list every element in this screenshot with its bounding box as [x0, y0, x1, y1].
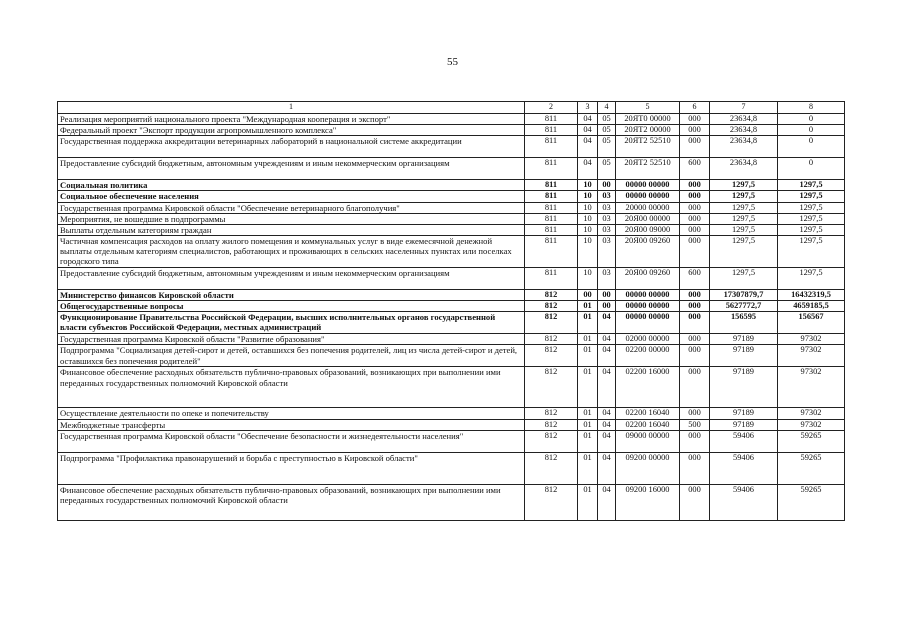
amount-year-1: 97189	[710, 334, 778, 345]
item-name: Государственная программа Кировской области "Развитие образования"	[58, 334, 525, 345]
amount-year-2: 97302	[778, 334, 845, 345]
code-subsection: 03	[598, 235, 616, 267]
amount-year-1: 1297,5	[710, 180, 778, 191]
header-row	[58, 102, 845, 114]
header-cell: 8	[778, 102, 845, 114]
code-ministry: 811	[525, 224, 578, 235]
page-number: 55	[447, 56, 458, 68]
amount-year-1: 97189	[710, 367, 778, 408]
code-expense-type: 000	[680, 452, 710, 484]
code-section: 10	[578, 202, 598, 213]
code-target-article: 20ЯТ2 52510	[616, 136, 680, 158]
amount-year-1: 59406	[710, 430, 778, 452]
code-subsection: 03	[598, 202, 616, 213]
code-target-article: 00000 00000	[616, 289, 680, 300]
table-row	[58, 202, 845, 213]
amount-year-2: 1297,5	[778, 267, 845, 289]
item-name: Функционирование Правительства Российской Федерации, высших исполнительных органов государственной власти субъектов Российской Федерации, местных администраций	[58, 312, 525, 334]
table-row	[58, 213, 845, 224]
code-section: 01	[578, 419, 598, 430]
code-target-article: 20Я00 09260	[616, 235, 680, 267]
table-row	[58, 125, 845, 136]
amount-year-2: 1297,5	[778, 213, 845, 224]
code-ministry: 811	[525, 114, 578, 125]
code-section: 01	[578, 345, 598, 367]
amount-year-1: 23634,8	[710, 114, 778, 125]
code-target-article: 09000 00000	[616, 430, 680, 452]
code-subsection: 04	[598, 334, 616, 345]
code-subsection: 03	[598, 191, 616, 202]
code-target-article: 00000 00000	[616, 180, 680, 191]
amount-year-2: 97302	[778, 345, 845, 367]
code-subsection: 04	[598, 312, 616, 334]
code-subsection: 04	[598, 419, 616, 430]
code-target-article: 02200 16040	[616, 419, 680, 430]
amount-year-2: 0	[778, 125, 845, 136]
code-expense-type: 000	[680, 213, 710, 224]
amount-year-2: 0	[778, 158, 845, 180]
code-target-article: 20ЯТ0 00000	[616, 114, 680, 125]
amount-year-1: 1297,5	[710, 202, 778, 213]
amount-year-2: 0	[778, 136, 845, 158]
amount-year-2: 59265	[778, 452, 845, 484]
amount-year-2: 97302	[778, 367, 845, 408]
budget-table	[57, 101, 845, 521]
table-row	[58, 114, 845, 125]
code-section: 00	[578, 289, 598, 300]
code-section: 01	[578, 334, 598, 345]
code-expense-type: 000	[680, 345, 710, 367]
header-cell: 1	[58, 102, 525, 114]
code-target-article: 09200 00000	[616, 452, 680, 484]
code-expense-type: 000	[680, 180, 710, 191]
code-subsection: 05	[598, 114, 616, 125]
code-subsection: 04	[598, 408, 616, 419]
code-ministry: 811	[525, 213, 578, 224]
amount-year-1: 17307879,7	[710, 289, 778, 300]
amount-year-1: 156595	[710, 312, 778, 334]
table-row	[58, 484, 845, 520]
code-subsection: 04	[598, 452, 616, 484]
code-subsection: 04	[598, 367, 616, 408]
item-name: Реализация мероприятий национального проекта "Международная кооперация и экспорт"	[58, 114, 525, 125]
amount-year-2: 1297,5	[778, 224, 845, 235]
code-section: 10	[578, 191, 598, 202]
code-section: 01	[578, 408, 598, 419]
item-name: Государственная программа Кировской области "Обеспечение безопасности и жизнедеятельности населения"	[58, 430, 525, 452]
table-row	[58, 267, 845, 289]
code-ministry: 812	[525, 484, 578, 520]
table-row	[58, 180, 845, 191]
amount-year-2: 156567	[778, 312, 845, 334]
code-expense-type: 000	[680, 408, 710, 419]
amount-year-2: 1297,5	[778, 202, 845, 213]
code-ministry: 811	[525, 158, 578, 180]
code-subsection: 05	[598, 125, 616, 136]
table-row	[58, 158, 845, 180]
code-subsection: 04	[598, 430, 616, 452]
code-ministry: 812	[525, 312, 578, 334]
item-name: Финансовое обеспечение расходных обязательств публично-правовых образований, возникающих при выполнении ими переданных государственных полномочий Кировской области	[58, 484, 525, 520]
code-ministry: 812	[525, 452, 578, 484]
code-subsection: 05	[598, 158, 616, 180]
code-subsection: 03	[598, 213, 616, 224]
code-target-article: 00000 00000	[616, 312, 680, 334]
amount-year-2: 4659185,5	[778, 301, 845, 312]
code-section: 01	[578, 367, 598, 408]
amount-year-1: 23634,8	[710, 125, 778, 136]
amount-year-2: 1297,5	[778, 191, 845, 202]
code-expense-type: 000	[680, 224, 710, 235]
code-ministry: 811	[525, 125, 578, 136]
code-section: 10	[578, 224, 598, 235]
code-section: 01	[578, 452, 598, 484]
item-name: Предоставление субсидий бюджетным, автономным учреждениям и иным некоммерческим организациям	[58, 267, 525, 289]
amount-year-1: 23634,8	[710, 136, 778, 158]
table-row	[58, 452, 845, 484]
amount-year-1: 97189	[710, 419, 778, 430]
code-subsection: 00	[598, 289, 616, 300]
code-section: 10	[578, 267, 598, 289]
item-name: Частичная компенсация расходов на оплату жилого помещения и коммунальных услуг в виде ежемесячной денежной выплаты отдельным категориям специалистов, работающих и проживающих в сельских населенных пунктах или поселках городского типа	[58, 235, 525, 267]
amount-year-2: 16432319,5	[778, 289, 845, 300]
item-name: Подпрограмма "Социализация детей-сирот и детей, оставшихся без попечения родителей, лиц из числа детей-сирот и детей, оставшихся без попечения родителей"	[58, 345, 525, 367]
table-row	[58, 301, 845, 312]
code-ministry: 812	[525, 345, 578, 367]
item-name: Министерство финансов Кировской области	[58, 289, 525, 300]
code-target-article: 20Я00 09000	[616, 224, 680, 235]
amount-year-1: 59406	[710, 484, 778, 520]
code-ministry: 812	[525, 419, 578, 430]
code-expense-type: 500	[680, 419, 710, 430]
code-target-article: 00000 00000	[616, 301, 680, 312]
table-row	[58, 334, 845, 345]
code-expense-type: 000	[680, 484, 710, 520]
table-row	[58, 430, 845, 452]
code-subsection: 05	[598, 136, 616, 158]
amount-year-2: 1297,5	[778, 235, 845, 267]
amount-year-1: 59406	[710, 452, 778, 484]
item-name: Подпрограмма "Профилактика правонарушений и борьба с преступностью в Кировской области"	[58, 452, 525, 484]
table-row	[58, 289, 845, 300]
code-target-article: 20ЯТ2 00000	[616, 125, 680, 136]
amount-year-2: 97302	[778, 408, 845, 419]
code-ministry: 812	[525, 430, 578, 452]
code-expense-type: 600	[680, 267, 710, 289]
code-ministry: 812	[525, 408, 578, 419]
amount-year-2: 59265	[778, 484, 845, 520]
amount-year-2: 1297,5	[778, 180, 845, 191]
table-row	[58, 235, 845, 267]
item-name: Общегосударственные вопросы	[58, 301, 525, 312]
code-ministry: 811	[525, 235, 578, 267]
table-row	[58, 345, 845, 367]
item-name: Государственная программа Кировской области "Обеспечение ветеринарного благополучия"	[58, 202, 525, 213]
header-cell: 2	[525, 102, 578, 114]
code-ministry: 811	[525, 180, 578, 191]
table-row	[58, 224, 845, 235]
item-name: Мероприятия, не вошедшие в подпрограммы	[58, 213, 525, 224]
code-section: 01	[578, 301, 598, 312]
code-section: 01	[578, 312, 598, 334]
amount-year-1: 1297,5	[710, 191, 778, 202]
code-ministry: 812	[525, 289, 578, 300]
code-expense-type: 000	[680, 312, 710, 334]
code-target-article: 02000 00000	[616, 334, 680, 345]
code-target-article: 20ЯТ2 52510	[616, 158, 680, 180]
code-section: 10	[578, 235, 598, 267]
code-expense-type: 000	[680, 301, 710, 312]
amount-year-2: 0	[778, 114, 845, 125]
code-expense-type: 000	[680, 136, 710, 158]
code-ministry: 812	[525, 301, 578, 312]
table-row	[58, 191, 845, 202]
item-name: Федеральный проект "Экспорт продукции агропромышленного комплекса"	[58, 125, 525, 136]
header-cell: 3	[578, 102, 598, 114]
code-subsection: 00	[598, 301, 616, 312]
code-section: 04	[578, 158, 598, 180]
code-expense-type: 000	[680, 191, 710, 202]
code-target-article: 02200 00000	[616, 345, 680, 367]
header-cell: 7	[710, 102, 778, 114]
code-target-article: 02200 16040	[616, 408, 680, 419]
amount-year-1: 97189	[710, 345, 778, 367]
amount-year-1: 1297,5	[710, 224, 778, 235]
amount-year-1: 5627772,7	[710, 301, 778, 312]
code-target-article: 02200 16000	[616, 367, 680, 408]
item-name: Межбюджетные трансферты	[58, 419, 525, 430]
header-cell: 6	[680, 102, 710, 114]
code-expense-type: 000	[680, 367, 710, 408]
code-section: 10	[578, 213, 598, 224]
item-name: Выплаты отдельным категориям граждан	[58, 224, 525, 235]
item-name: Осуществление деятельности по опеке и попечительству	[58, 408, 525, 419]
code-ministry: 812	[525, 334, 578, 345]
amount-year-1: 97189	[710, 408, 778, 419]
amount-year-1: 1297,5	[710, 267, 778, 289]
code-expense-type: 000	[680, 289, 710, 300]
code-ministry: 811	[525, 191, 578, 202]
code-target-article: 20Я00 09260	[616, 267, 680, 289]
code-target-article: 09200 16000	[616, 484, 680, 520]
table-body	[58, 114, 845, 521]
code-section: 04	[578, 125, 598, 136]
table-row	[58, 312, 845, 334]
code-expense-type: 000	[680, 430, 710, 452]
code-ministry: 812	[525, 367, 578, 408]
code-section: 04	[578, 114, 598, 125]
table-row	[58, 419, 845, 430]
code-expense-type: 600	[680, 158, 710, 180]
code-subsection: 03	[598, 267, 616, 289]
amount-year-2: 59265	[778, 430, 845, 452]
code-subsection: 04	[598, 345, 616, 367]
table-row	[58, 136, 845, 158]
code-expense-type: 000	[680, 202, 710, 213]
code-section: 01	[578, 484, 598, 520]
code-target-article: 20Я00 00000	[616, 213, 680, 224]
amount-year-1: 23634,8	[710, 158, 778, 180]
code-expense-type: 000	[680, 114, 710, 125]
code-section: 10	[578, 180, 598, 191]
code-subsection: 04	[598, 484, 616, 520]
code-ministry: 811	[525, 136, 578, 158]
table-row	[58, 367, 845, 408]
amount-year-1: 1297,5	[710, 213, 778, 224]
item-name: Социальное обеспечение населения	[58, 191, 525, 202]
code-expense-type: 000	[680, 125, 710, 136]
item-name: Социальная политика	[58, 180, 525, 191]
amount-year-2: 97302	[778, 419, 845, 430]
code-expense-type: 000	[680, 334, 710, 345]
code-expense-type: 000	[680, 235, 710, 267]
header-cell: 4	[598, 102, 616, 114]
header-cell: 5	[616, 102, 680, 114]
code-subsection: 00	[598, 180, 616, 191]
code-target-article: 00000 00000	[616, 191, 680, 202]
code-subsection: 03	[598, 224, 616, 235]
amount-year-1: 1297,5	[710, 235, 778, 267]
code-ministry: 811	[525, 267, 578, 289]
code-target-article: 20000 00000	[616, 202, 680, 213]
item-name: Предоставление субсидий бюджетным, автономным учреждениям и иным некоммерческим организациям	[58, 158, 525, 180]
table-row	[58, 408, 845, 419]
code-ministry: 811	[525, 202, 578, 213]
code-section: 01	[578, 430, 598, 452]
code-section: 04	[578, 136, 598, 158]
item-name: Государственная поддержка аккредитации ветеринарных лабораторий в национальной системе аккредитации	[58, 136, 525, 158]
item-name: Финансовое обеспечение расходных обязательств публично-правовых образований, возникающих при выполнении ими переданных государственных полномочий Кировской области	[58, 367, 525, 408]
